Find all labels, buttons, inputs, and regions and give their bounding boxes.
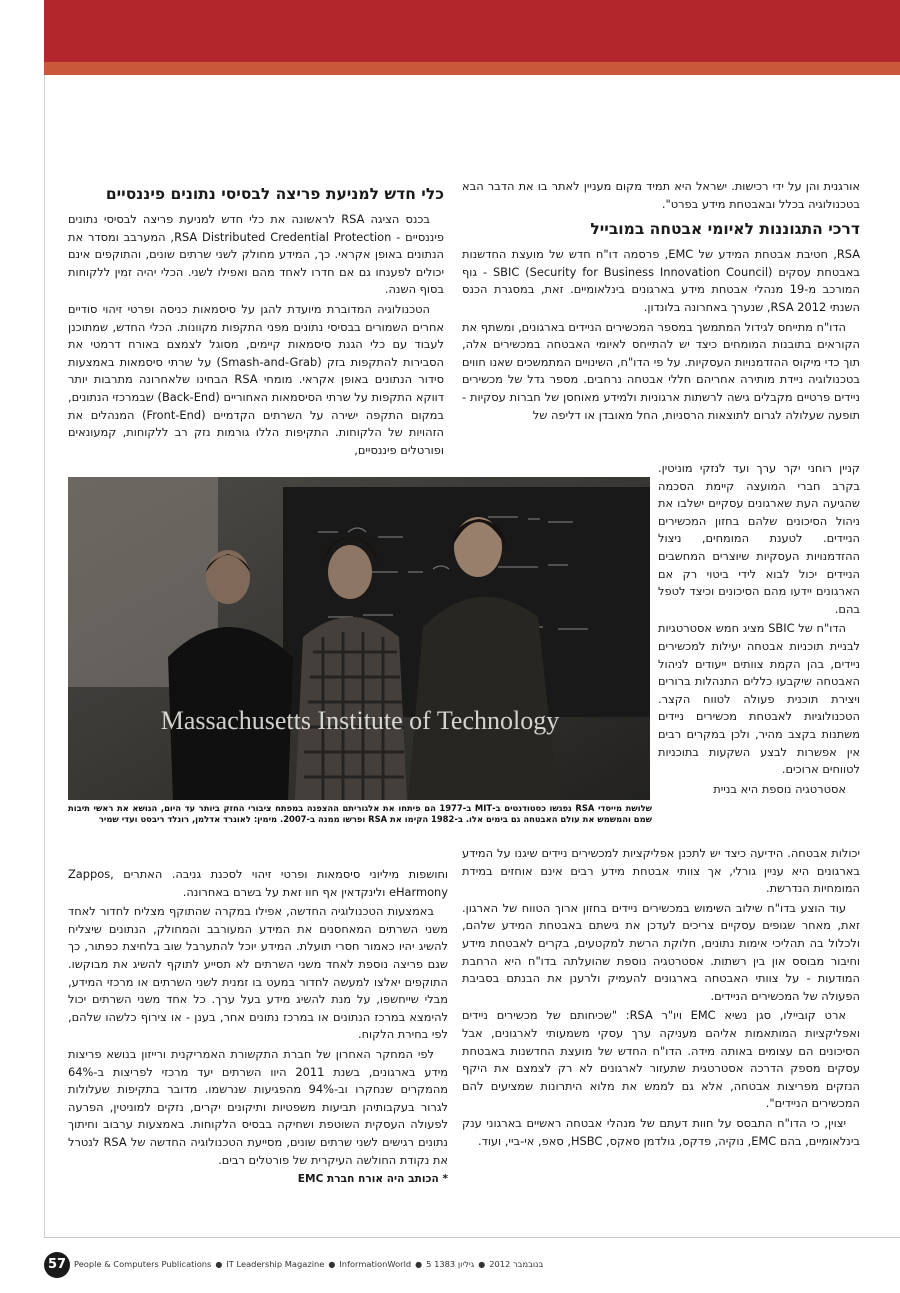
paragraph: הדו"ח מתייחס לגידול המתמשך במספר המכשירים הניידים בארגונים, ומשתף את הקוראים בתובנות המומחים כיצד יש להתייחס לאיומי האבטחה במכשירים אלה, תוך כדי מיקוס ההזדמנויות העסקיות. על פי הדו"ח, השינויים המתמשכים שאנו חווים בטכנולוגיה ניידת מותירה אחריהם חללי אבטחה נרחבים. מספר גדל של מכשירים ניידים פרטיים מקבלים גישה לרשתות ארגוניות ולמידע מאוחסן של חברות עסקיות - תופעה שעלולה לגרום לתוצאות הרסניות, החל מאובדן או דליפה של	[462, 319, 860, 422]
bullet-icon: ●	[215, 1260, 223, 1269]
paragraph: וחושפות מיליוני סיסמאות ופרטי זיהוי לסכנת גניבה. האתרים Zappos, eHarmony ולינקדאין אף חוו זאת על בשרם באחרונה.	[68, 867, 448, 899]
footer-item: IT Leadership Magazine	[226, 1259, 325, 1269]
margin-rule	[44, 75, 45, 1237]
paragraph: לפי המחקר האחרון של חברת התקשורת האמריקנית ורייזון בנושא פריצות מידע בארגונים, בשנת 2011 היוו השרתים יעד מרכזי לפריצות ב-64% מהמקרים שנחקרו וב-94% מהפגיעות שנרשמו. מדובר בתקיפות שעלולות לגרור בעקבותיהן תביעות משפטיות ותיקונים יקרים, נזקים למוניטין, הפרעה לפעולה העסקית השוטפת ושחיקה בבסיס הלקוחות. באמצעות ערבוב וחיתוך נתונים רגישים לשני שרתים שונים, מסייעת הטכנולוגיה החדשה של RSA לנטרל את נקודת החולשה העיקרית של פורטלים רבים.	[68, 1046, 448, 1167]
paragraph: ארט קוביילו, סגן נשיא EMC ויו"ר RSA: "שכיחותם של מכשירים ניידים ואפליקציות המותאמות אליהם מעניקה ערך עסקי משמעותי לארגונים, אבל הסיכונים הם עצומים באותה מידה. הדו"ח החדש של מועצת החדשנות באבטחת עסקים מספק הדרכה אסטרטגית שתעזור לארגונים לא רק לצמצם את היקף הנזקים מפריצות אבטחה, אלא גם לממש את מלוא היתרונות שמציעים להם המכשירים הניידים".	[462, 1008, 860, 1111]
founders-photo	[68, 477, 650, 800]
article-right-column-bottom	[462, 845, 860, 1152]
paragraph: עוד הוצע בדו"ח שילוב השימוש במכשירים ניידים בחזון ארוך הטווח של הארגון. זאת, מאחר שגופים עסקיים צריכים לעדכן את גישתם באבטחת המידע שלהם, ולכלול בה תהליכי אימות נתונים, חלוקת הרשת למקטעים, בקרים לאבטחת מידע וחיבור מבוסס און בין רשתות. אסטרטגיה נוספת שהועלתה בדו"ח היא הרחבת המודעות - על צוותי האבטחה בארגונים להעמיק ולרענן את הבנתם בסביבת הפעולה של המכשירים הניידים.	[462, 900, 860, 1003]
page-number: 57	[44, 1252, 70, 1278]
paragraph: RSA, חטיבת אבטחת המידע של EMC, פרסמה דו"ח חדש של מועצת החדשנות באבטחת עסקים (SBIC (Security for Business Innovation Council - גוף המורכב מ-19 מנהלי אבטחת מידע בארגונים בינלאומיים. זאת, במסגרת הכנס השנתי RSA 2012, שנערך באחרונה בלונדון.	[462, 247, 861, 314]
paragraph: אסטרטגיה נוספת היא בניית	[713, 781, 846, 796]
article-right-column-top	[462, 178, 860, 426]
paragraph: קניין רוחני יקר ערך ועד לנזקי מוניטין. בקרב חברי המועצה קיימת הסכמה שהגיעה העת שארגונים עסקיים ישלבו את ניהול הסיכונים שלהם בחזון המכשירים הניידים. לטענת המומחים, ניצול ההזדמנויות העסקיות שיוצרים המחשבים הניידים יכול לבוא לידי ביטוי רק אם הארגונים יידעו מהם הסיכונים וכיצד לטפל בהם.	[658, 461, 860, 616]
page-footer	[44, 1250, 600, 1282]
footer-rule	[44, 1237, 900, 1238]
paragraph: אורגנית והן על ידי רכישות. ישראל היא תמיד מקום מעניין לאתר בו את הדבר הבא בטכנולוגיה בכלל ובאבטחת מידע בפרט".	[462, 179, 860, 211]
bullet-icon: ●	[478, 1260, 486, 1269]
footer-publication-line	[74, 1259, 543, 1269]
article-left-column-top	[68, 178, 444, 461]
footer-item: People & Computers Publications	[74, 1259, 212, 1269]
footer-item: 5 בנובמבר 2012	[426, 1259, 544, 1269]
bullet-icon: ●	[328, 1260, 336, 1269]
paragraph: הטכנולוגיה המדוברת מיועדת להגן על סיסמאות כניסה ופרטי זיהוי סודיים אחרים השמורים בבסיסי נתונים מפני התקפות מקוונות. הכלי החדש, שמתוכנן לעבוד עם כלי הגנת סיסמאות קיימים, מסוגל לצמצם באורח דרמטי את הסבירות להתקפות בזק (Smash-and-Grab) על שרתי סיסמאות באמצעות סידור הנתונים באופן אקראי. מומחי RSA הבחינו שלאחרונה מתרבות יותר דווקא התקפות על שרתי הסיסמאות האחוריים (Back-End) שבמרכזי הנתונים, במקום התקפה ישירה על השרתים הקדמיים (Front-End) המנהלים את הזהויות של הלקוחות. התקיפות הללו גורמות נזק רב ללקוחות, קמעונאים ופורטלים פיננסיים,	[68, 301, 445, 457]
section-heading-mobile-security: דרכי התגוננות לאיומי אבטחה במובייל	[590, 220, 860, 239]
paragraph: בכנס הציגה RSA לראשונה את כלי חדש למניעת פריצה לבסיסי נתונים פיננסיים - RSA Distributed Credential Protection, המערבב ומסדר את הנתונים באופן אקראי. כך, המידע מחולק לשני שרתים שונים, והתוקפים אינם יכולים לפענחו גם אם חדרו לאחד מהם ואפילו לשני. הכלי יהיה זמין ללקוחות בסוף השנה.	[68, 212, 444, 297]
footer-item: InformationWorld	[339, 1259, 412, 1269]
article-left-column-bottom	[68, 866, 448, 1191]
author-note: * הכותב היה אורח חברת EMC	[297, 1173, 448, 1186]
paragraph: באמצעות הטכנולוגיה החדשה, אפילו במקרה שהתוקף מצליח לחדור לאחד משני השרתים המאחסנים את המידע המעורבב והמחולק, הנתונים שיצליח להשיג יהיו כאמור חסרי תועלת. המידע יוכל להתערבל שוב בלחיצת כפתור, כך שגם פריצה נוספת לאחד משני השרתים לא תסייע לתוקף להשיג את מבוקשו. התוקפים יאלצו למעשה לחדור במעט בו זמנית לשני השרתים או מרכזי המידע, מבלי שייחשפו, על מנת להשיג מידע בעל ערך. כל אחד משני השרתים יכול להימצא במרכז הנתונים או במרכז נתונים אחר, בענן - או צירוף כלשהו שלהם, לפי בחירת הלקוח.	[68, 904, 448, 1042]
footer-item: גיליון 1383	[434, 1259, 475, 1269]
photo-caption: שלושת מייסדי RSA נפגשו כסטודנטים ב-MIT ב-1977 הם פיתחו את אלגוריתם ההצפנה במפתח ציבורי החזק ביותר עד היום, הנושא את ראשי תיבות שמם והמשמש את עולם האבטחה גם בימים אלו. ב-1982 הקימו את RSA ופרשו ממנה ב-2007. מימין: לאונרד אדלמן, רונלד ריבסט ועדי שמיר	[68, 803, 652, 824]
paragraph: יכולות אבטחה. הידיעה כיצד יש לתכנן אפליקציות למכשירים ניידים שיגנו על המידע בארגונים היא עניין גורלי, אך צוותי אבטחת מידע רבים אינם אוחזים במידת המומחיות הנדרשת.	[462, 846, 860, 896]
photo-illustration	[68, 477, 650, 800]
paragraph: הדו"ח של SBIC מציג חמש אסטרטגיות לבניית תוכניות אבטחה יעילות למכשירים ניידים, בהן הקמת צוותים ייעודים לניהול האבטחה שיקבעו כללים התנהלות ברורים ויצירת תוכנית פעולה לטווח הקצר. הטכנולוגיות לאבטחת מכשירים ניידים משתנות בקצב מהיר, ולכן במקרים רבים אין אפשרות לבצע השקעות בתוכניות לטווחים ארוכים.	[658, 621, 860, 777]
bullet-icon: ●	[415, 1260, 423, 1269]
article-right-column-narrow	[658, 460, 860, 800]
section-heading-financial-db-tool: כלי חדש למניעת פריצה לבסיסי נתונים פיננסיים	[105, 185, 444, 203]
header-stripe	[44, 62, 900, 75]
header-banner	[44, 0, 900, 62]
mit-banner-text: Massachusetts Institute of Technology	[160, 706, 560, 735]
paragraph: יצוין, כי הדו"ח התבסס על חוות דעתם של מנהלי אבטחה ראשיים בארגוני ענק בינלאומיים, בהם EMC, נוקיה, פדקס, גולדמן סאקס, HSBC, סאפ, אי-ביי, ועוד.	[462, 1115, 860, 1148]
